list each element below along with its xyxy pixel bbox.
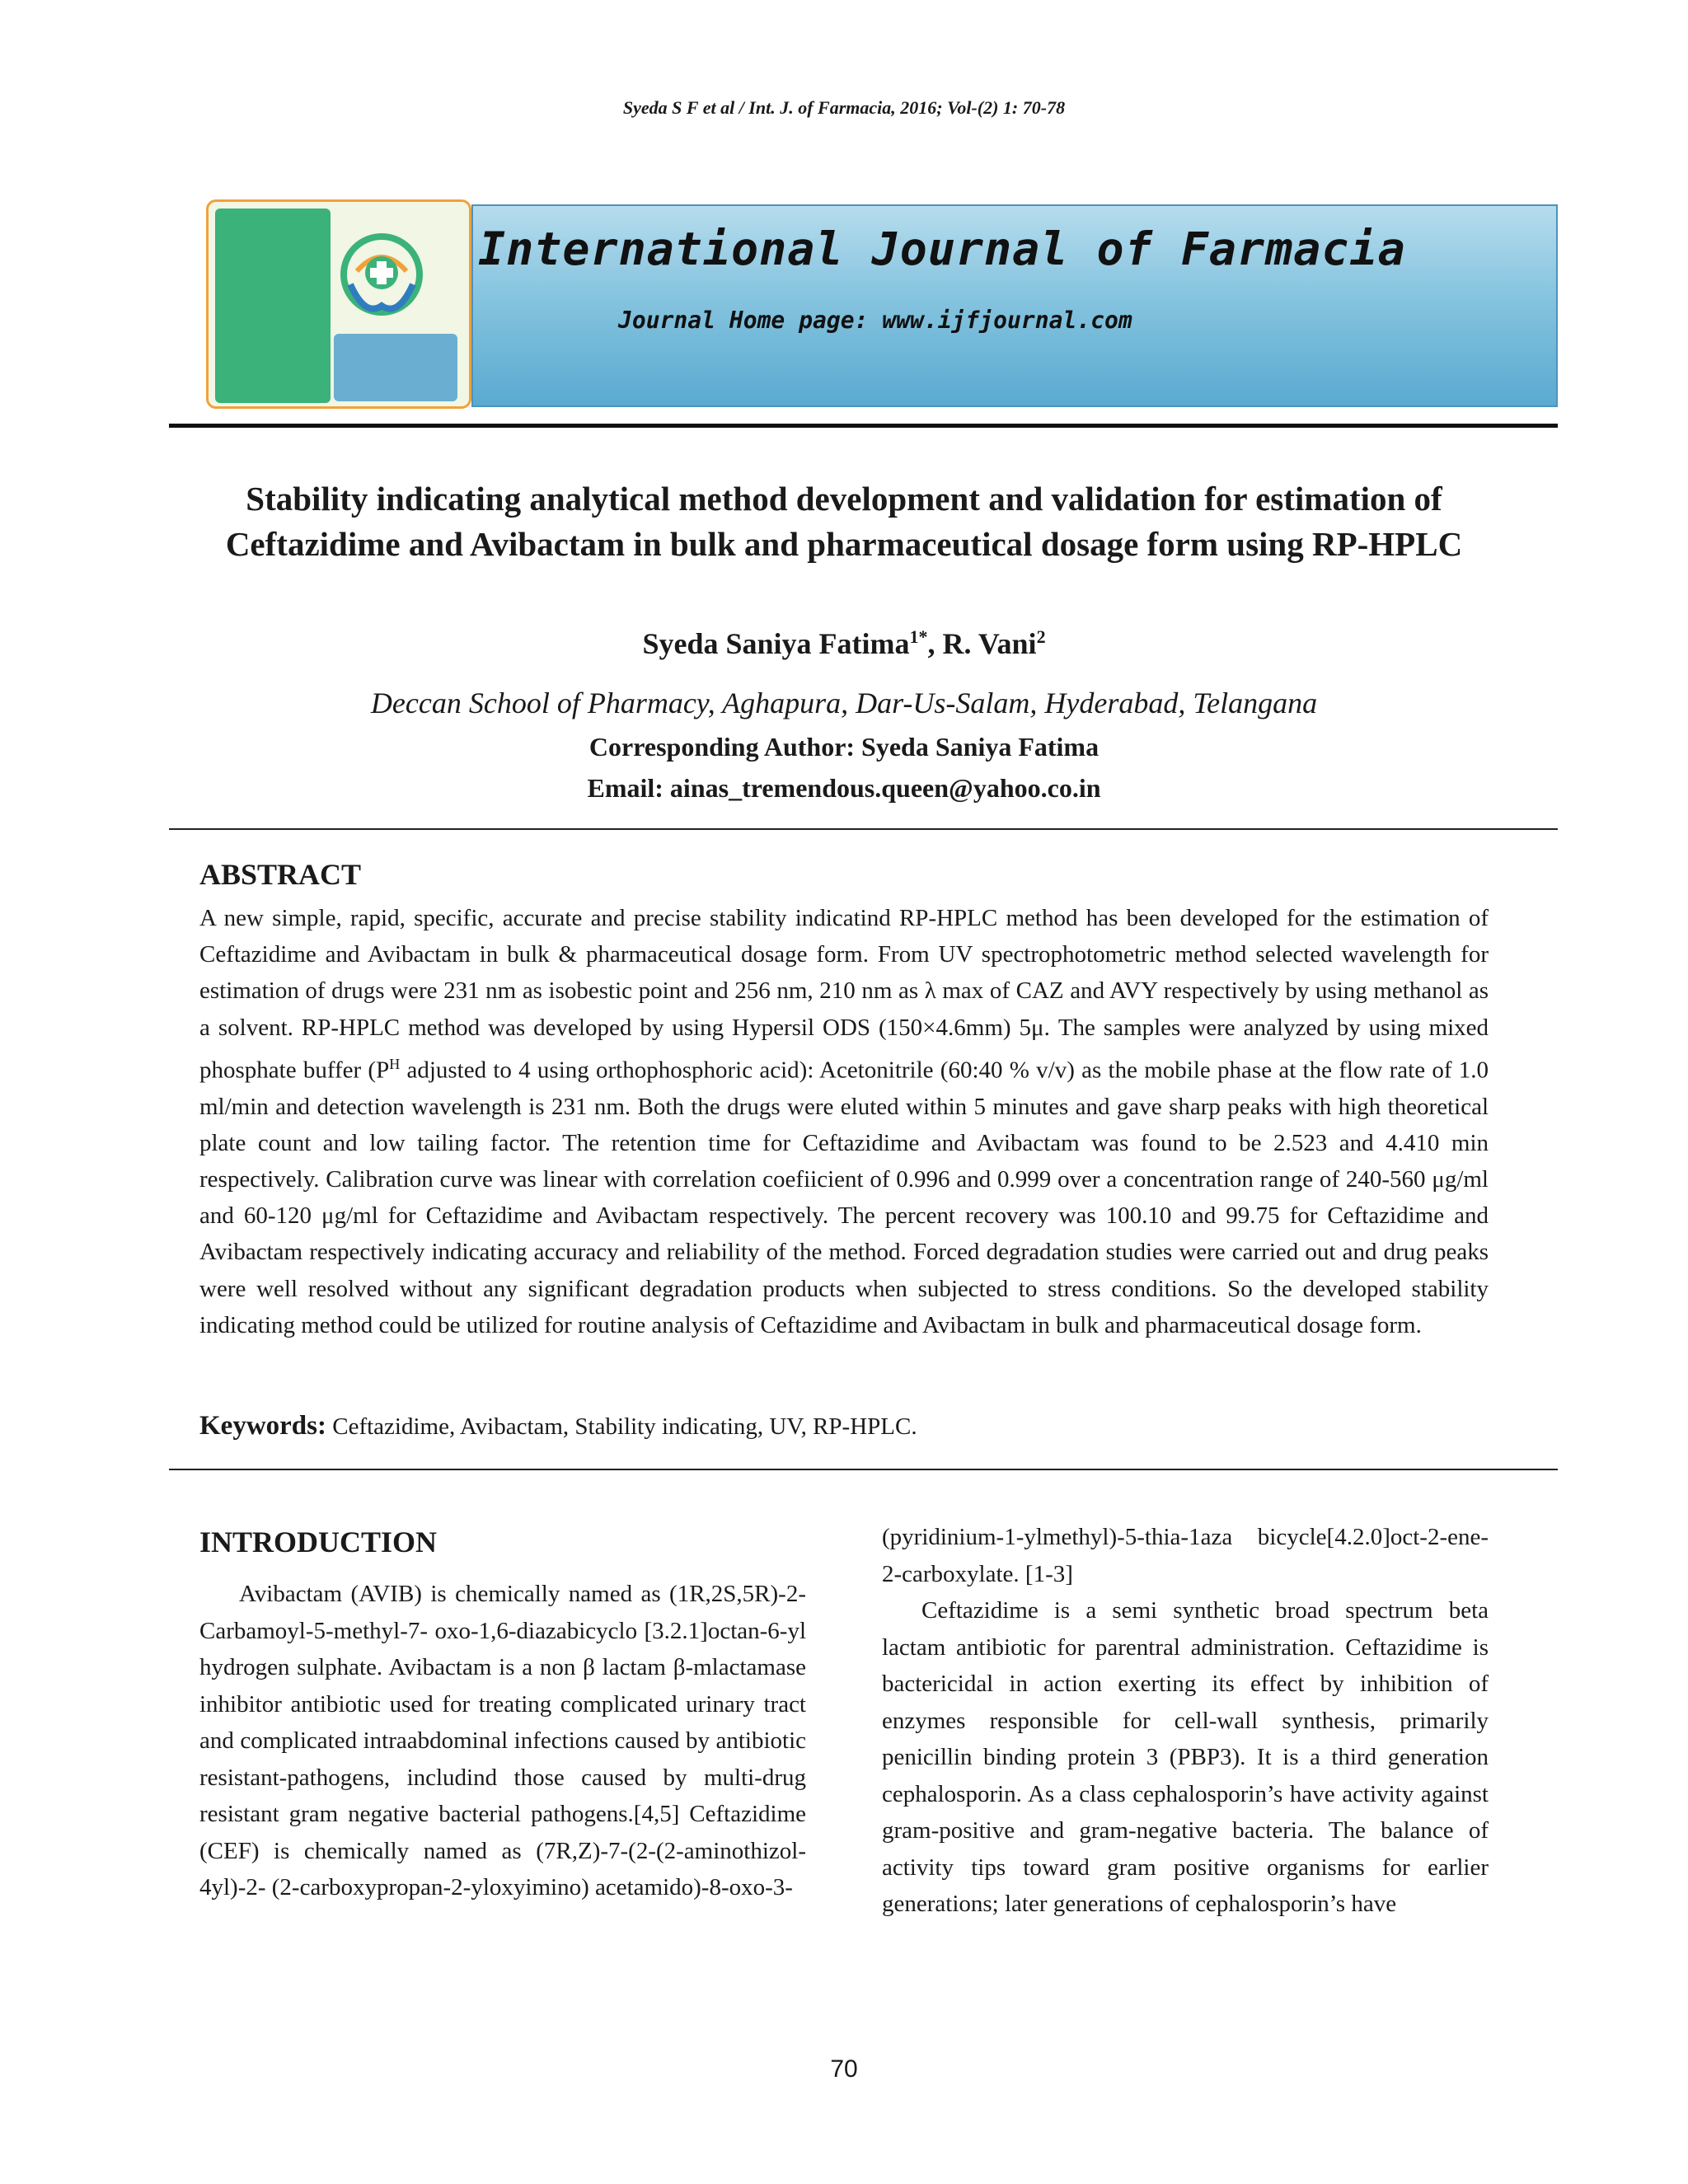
abstract-heading: ABSTRACT — [199, 858, 362, 891]
superscript-h: H — [389, 1055, 401, 1072]
logo-blue-panel — [334, 334, 457, 401]
running-head: Syeda S F et al / Int. J. of Farmacia, 2016; Vol-(2) 1: 70-78 — [622, 97, 1066, 118]
journal-name: International Journal of Farmacia — [478, 223, 1406, 275]
paper-title: Stability indicating analytical method development and validation for estimation of Ceftazidime and Avibactam in bulk and pharmaceutical dosage form using RP-HPLC — [225, 480, 1463, 563]
journal-home-page: Journal Home page: www.ijfjournal.com — [618, 307, 1132, 334]
keywords-list: Ceftazidime, Avibactam, Stability indicating, UV, RP-HPLC. — [326, 1413, 917, 1440]
author-name: R. Vani — [942, 627, 1037, 660]
keywords-label: Keywords: — [199, 1411, 326, 1441]
journal-banner — [206, 199, 1559, 412]
abstract-text: A new simple, rapid, specific, accurate and precise stability indicatind RP-HPLC method has been developed for the estimation of Ceftazidime and Avibactam in bulk & pharmaceutical dosage form. From UV spectrophotometric method selected wavelength for estimation of drugs were 231 nm as isobestic point and 256 nm, 210 nm as λ max of CAZ and AVY respectively by using methanol as a solvent. RP-HPLC method was developed by using Hypersil ODS (150×4.6mm) 5μ. The samples were analyzed by using mixed phosphate buffer (P — [199, 905, 1489, 1084]
paragraph: Ceftazidime is a semi synthetic broad spectrum beta lactam antibiotic for parentral administration. Ceftazidime is bactericidal in action exerting its effect by inhibition of enzymes responsible for cell-wall synthesis, primarily penicillin binding protein 3 (PBP3). It is a third generation cephalosporin. As a class cephalosporin’s have activity against gram-positive and gram-negative bacteria. The balance of activity tips toward gram positive organisms for earlier generations; later generations of cephalosporin’s have — [882, 1597, 1489, 1917]
author-separator: , — [927, 627, 943, 660]
abstract-bottom-rule — [169, 1469, 1558, 1470]
corresponding-author: Corresponding Author: Syeda Saniya Fatima — [588, 732, 1100, 762]
medical-cross-icon — [332, 227, 431, 326]
affiliation: Deccan School of Pharmacy, Aghapura, Dar-Us-Salam, Hyderabad, Telangana — [370, 687, 1318, 719]
author-affil-mark: 1* — [909, 626, 928, 647]
abstract-text: adjusted to 4 using orthophosphoric acid): Acetonitrile (60:40 % v/v) as the mobile phase at the flow rate of 1.0 ml/min and detection wavelength is 231 nm. Both the drugs were eluted within 5 minutes and gave sharp peaks with high theoretical plate count and low tailing factor. The retention time for Ceftazidime and Avibactam was found to be 2.523 and 4.410 min respectively. Calibration curve was linear with correlation coefiicient of 0.996 and 0.999 over a concentration range of 240-560 μg/ml and 60-120 μg/ml for Ceftazidime and Avibactam respectively. The percent recovery was 100.10 and 99.75 for Ceftazidime and Avibactam respectively indicating accuracy and reliability of the method. Forced degradation studies were carried out and drug peaks were well resolved without any significant degradation products when subjected to stress conditions. So the developed stability indicating method could be utilized for routine analysis of Ceftazidime and Avibactam in bulk and pharmaceutical dosage form. — [199, 1057, 1489, 1338]
journal-logo — [206, 199, 471, 409]
author-line — [0, 626, 1688, 661]
paragraph: (pyridinium-1-ylmethyl)-5-thia-1aza bicycle[4.2.0]oct-2-ene-2-carboxylate. [1-3] — [882, 1524, 1489, 1587]
right-column — [882, 1519, 1489, 1923]
keywords — [199, 1411, 1489, 1441]
paragraph: Avibactam (AVIB) is chemically named as (1R,2S,5R)-2-Carbamoyl-5-methyl-7- oxo-1,6-diazabicyclo [3.2.1]octan-6-yl hydrogen sulphate. Avibactam is a non β lactam β-mlactamase inhibitor antibiotic used for treating complicated urinary tract and complicated intraabdominal infections caused by antibiotic resistant-pathogens, includind those caused by multi-drug resistant gram negative bacterial pathogens.[4,5] Ceftazidime (CEF) is chemically named as (7R,Z)-7-(2-(2-aminothizol-4yl)-2- (2-carboxypropan-2-yloxyimino) acetamido)-8-oxo-3- — [199, 1581, 806, 1900]
logo-green-panel — [215, 209, 331, 403]
abstract-body — [199, 900, 1489, 1343]
introduction-heading: INTRODUCTION — [199, 1526, 438, 1558]
page-number: 70 — [830, 2055, 858, 2083]
left-column — [199, 1576, 806, 1906]
author-affil-mark: 2 — [1036, 626, 1046, 647]
author-email: Email: ainas_tremendous.queen@yahoo.co.in — [587, 773, 1101, 803]
header-rule — [169, 424, 1558, 428]
abstract-top-rule — [169, 828, 1558, 830]
author-name: Syeda Saniya Fatima — [642, 627, 910, 660]
